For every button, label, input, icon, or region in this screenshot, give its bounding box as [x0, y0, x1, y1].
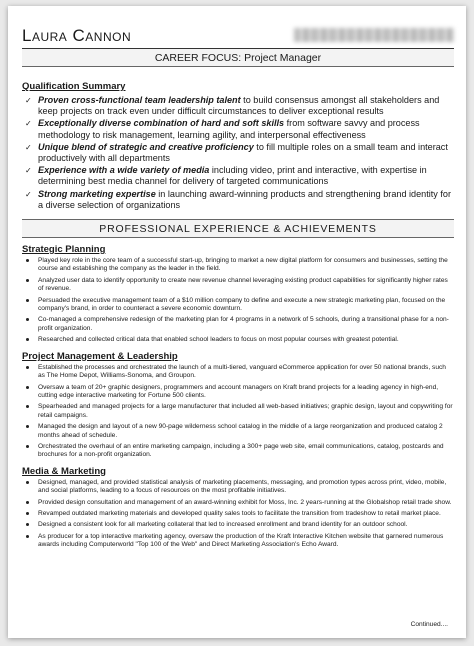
qualification-lead: Experience with a wide variety of media — [38, 165, 210, 176]
experience-item — [22, 533, 454, 550]
experience-item — [22, 297, 454, 314]
qualification-item — [22, 142, 454, 164]
redacted-contact-info — [294, 28, 454, 42]
experience-item-text: Managed the design and layout of a new 90-page wilderness school catalog in the middle of a large reorganization and produced catalog 2 months ahead of schedule. — [38, 423, 443, 439]
experience-banner: PROFESSIONAL EXPERIENCE & ACHIEVEMENTS — [22, 219, 454, 238]
experience-item — [22, 521, 454, 529]
experience-subheading: Project Management & Leadership — [22, 350, 178, 362]
experience-item — [22, 257, 454, 274]
experience-item — [22, 277, 454, 294]
checkmark-icon: ✓ — [25, 119, 32, 129]
bullet-icon — [26, 366, 29, 369]
checkmark-icon: ✓ — [25, 189, 32, 199]
checkmark-icon: ✓ — [25, 166, 32, 176]
checkmark-icon: ✓ — [25, 142, 32, 152]
experience-item-text: Designed a consistent look for all marketing collateral that led to increased enrollment and brand identity for an outdoor school. — [38, 521, 408, 529]
bullet-icon — [26, 445, 29, 448]
experience-item-text: Designed, managed, and provided statistical analysis of marketing placements, messaging, and promotion types across print, video, mobile, and social platforms, leading to a focus of resources on the most profitable initiatives. — [38, 478, 447, 495]
experience-item-text: Established the processes and orchestrated the launch of a multi-tiered, vanguard eCommerce application for over 50 national brands, such as The Home Depot, Williams-Sonoma, and Groupon. — [38, 363, 446, 380]
qualification-detail: from software savvy and process methodology to risk management, learning agility, and interpersonal effectiveness — [38, 118, 420, 140]
experience-sections — [22, 244, 454, 550]
qualification-item — [22, 165, 454, 187]
experience-item — [22, 364, 454, 381]
experience-item — [22, 336, 454, 344]
experience-item-text: Analyzed user data to identify opportunity to create new revenue channel leveraging existing product capabilities for significantly higher rates of revenue. — [38, 276, 448, 293]
experience-item — [22, 403, 454, 420]
bullet-icon — [26, 279, 29, 282]
experience-item-text: Co-managed a comprehensive redesign of the marketing plan for 4 programs in a network of 5 schools, during a transitional phase for a non-profit organization. — [38, 316, 449, 332]
experience-item-text: Spearheaded and managed projects for a large manufacturer that included all web-based initiatives; graphic design, layout and copywriting for retail campaigns. — [38, 403, 453, 419]
experience-subheading: Media & Marketing — [22, 465, 106, 477]
experience-item-text: Provided design consultation and management of an award-winning exhibit for Moss, Inc. 2 years-running at the Globalshop retail trade show. — [38, 498, 452, 506]
checkmark-icon: ✓ — [25, 96, 32, 105]
bullet-icon — [26, 512, 29, 515]
experience-subheading: Strategic Planning — [22, 244, 106, 256]
bullet-icon — [26, 535, 29, 538]
experience-item-text: Oversaw a team of 20+ graphic designers, programmers and account managers on Kraft brand projects for a leading agency in high-end, cutting edge interactive marketing for Fortune 500 clients. — [38, 383, 439, 399]
bullet-icon — [26, 299, 29, 302]
resume-page — [8, 6, 466, 638]
qualification-summary-heading: Qualification Summary — [22, 81, 126, 92]
experience-item-text: Played key role in the core team of a successful start-up, bringing to market a new digital platform for consumers and businesses, setting the course and establishing the company as the leader in the field. — [38, 257, 448, 273]
experience-item — [22, 423, 454, 440]
experience-list — [22, 364, 454, 460]
experience-item — [22, 510, 454, 518]
qualification-item — [22, 118, 454, 140]
qualification-detail: in launching award-winning products and strengthening brand identity for a diverse selection of organizations — [38, 188, 451, 210]
bullet-icon — [26, 338, 29, 341]
qualification-lead: Strong marketing expertise — [38, 188, 156, 199]
qualification-item — [22, 95, 454, 117]
candidate-name: Laura Cannon — [22, 26, 132, 45]
qualification-lead: Unique blend of strategic and creative proficiency — [38, 141, 254, 152]
qualification-lead: Exceptionally diverse combination of hard and soft skills — [38, 118, 285, 129]
qualification-lead: Proven cross-functional team leadership talent — [38, 95, 241, 105]
qualification-detail: to fill multiple roles on a small team and interact productively with all departments — [38, 141, 448, 164]
qualification-item — [22, 189, 454, 211]
bullet-icon — [26, 501, 29, 504]
bullet-icon — [26, 259, 29, 262]
experience-item-text: Researched and collected critical data that enabled school leaders to focus on most popular courses with greatest potential. — [38, 336, 399, 344]
experience-item-text: As producer for a top interactive marketing agency, oversaw the production of the Kraft Interactive Kitchen website that garnered numerous awards including Computerworld "Top 100 of the Web" and Direct Marketing Association's Echo Award. — [38, 532, 444, 549]
bullet-icon — [26, 425, 29, 428]
resume-header — [22, 20, 454, 46]
experience-item-text: Revamped outdated marketing materials and developed quality sales tools to facilitate the transition from tradeshow to retail market place. — [38, 509, 441, 517]
qualification-detail: including video, print and interactive, with expertise in determining best media channel for delivery of targeted communications — [38, 165, 427, 187]
experience-item — [22, 499, 454, 507]
career-focus-banner: CAREER FOCUS: Project Manager — [22, 49, 454, 67]
experience-item — [22, 316, 454, 333]
experience-item — [22, 479, 454, 496]
experience-list — [22, 257, 454, 345]
bullet-icon — [26, 318, 29, 321]
bullet-icon — [26, 481, 29, 484]
qualification-summary-list — [22, 95, 454, 211]
continued-note: Continued.... — [410, 621, 448, 628]
experience-item-text: Orchestrated the overhaul of an entire marketing campaign, including a 300+ page web site, email communications, catalog, postcards and brochures for a non-profit organization. — [38, 442, 444, 459]
qualification-detail: to build consensus amongst all stakeholders and keep projects on track even under difficult circumstances to deliver exceptional results — [38, 95, 440, 117]
experience-list — [22, 479, 454, 550]
experience-item — [22, 443, 454, 460]
bullet-icon — [26, 386, 29, 389]
experience-item-text: Persuaded the executive management team of a $10 million company to define and execute a new strategic marketing plan, focused on the company's brand, in order to counteract a severe economic downturn. — [38, 296, 446, 313]
experience-item — [22, 384, 454, 401]
bullet-icon — [26, 405, 29, 408]
bullet-icon — [26, 523, 29, 526]
